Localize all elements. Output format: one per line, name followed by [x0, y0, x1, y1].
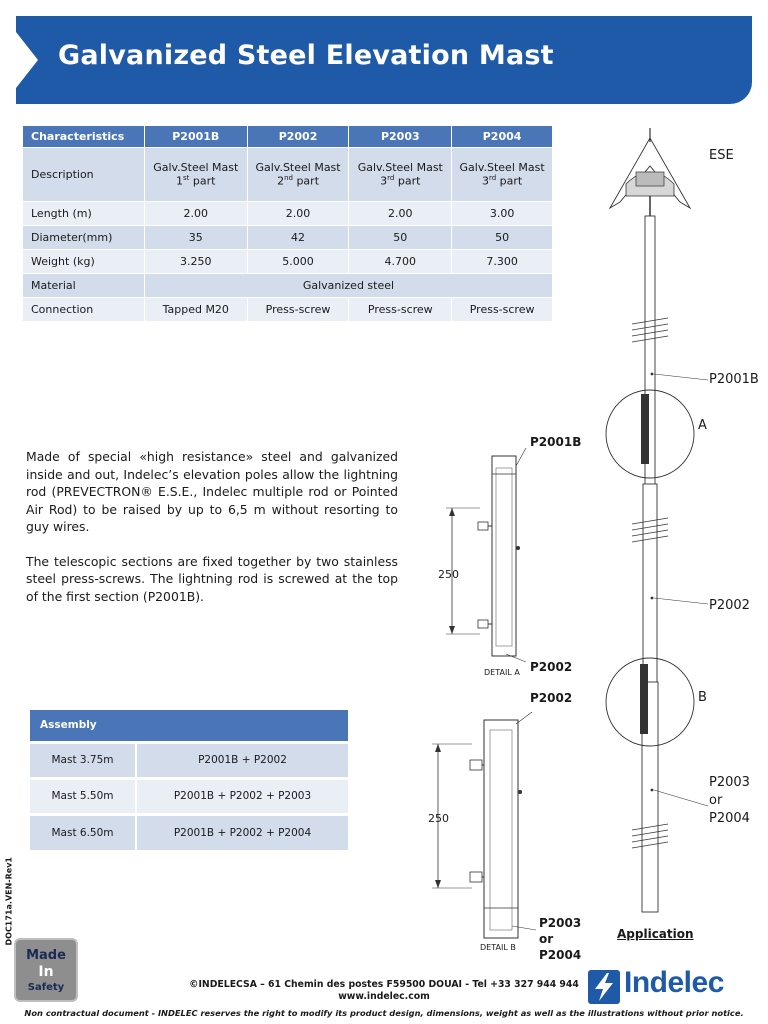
table-row	[23, 226, 553, 250]
detail-a-caption: DETAIL A	[484, 668, 520, 677]
table-header-row	[23, 126, 553, 148]
application-label-or: or	[709, 793, 723, 808]
table-cell: 2.00	[349, 202, 452, 226]
row-label: Length (m)	[23, 202, 145, 226]
table-cell: Mast 5.50m	[30, 778, 136, 814]
table-cell: Press-screw	[247, 298, 349, 322]
characteristics-table	[22, 125, 553, 322]
logo-wordmark: Indelec	[624, 966, 724, 999]
table-cell: 7.300	[452, 250, 553, 274]
table-row	[30, 778, 348, 814]
application-label-p2004: P2004	[709, 811, 750, 826]
table-row	[23, 274, 553, 298]
table-cell: 3.250	[144, 250, 247, 274]
table-header-row	[30, 710, 348, 742]
detail-a-bottom-label: P2002	[530, 660, 573, 674]
column-header: P2003	[349, 126, 452, 148]
paragraph: The telescopic sections are fixed together by two stainless steel press-screws. The lightning rod is screwed at the top of the first section (P2001B).	[26, 553, 398, 604]
row-label: Weight (kg)	[23, 250, 145, 274]
table-cell: 4.700	[349, 250, 452, 274]
footer-disclaimer: Non contractual document - INDELEC reserves the right to modify its product design, dimensions, weight as well as the illustrations without prior notice.	[24, 1008, 744, 1018]
table-cell: Press-screw	[452, 298, 553, 322]
table-row	[23, 202, 553, 226]
table-cell: Mast 6.50m	[30, 814, 136, 850]
application-label-p2002: P2002	[709, 598, 750, 613]
table-row	[30, 814, 348, 850]
description-text	[26, 448, 398, 605]
detail-b-top-label: P2002	[530, 691, 573, 705]
table-cell: 50	[349, 226, 452, 250]
table-cell: Press-screw	[349, 298, 452, 322]
paragraph: Made of special «high resistance» steel and galvanized inside and out, Indelec’s elevation poles allow the lightning rod (PREVECTRON® E.S.E., Indelec multiple rod or Pointed Air Rod) to be raised by up to 6,5 m without resorting to guy wires.	[26, 449, 398, 534]
column-header: P2001B	[144, 126, 247, 148]
footer-address: ©INDELECSA – 61 Chemin des postes F59500 DOUAI - Tel +33 327 944 944	[189, 979, 579, 990]
table-cell: Galv.Steel Mast 3rd part	[349, 148, 452, 202]
table-cell: Galv.Steel Mast 2nd part	[247, 148, 349, 202]
table-cell: Galv.Steel Mast 1st part	[144, 148, 247, 202]
table-cell: 2.00	[247, 202, 349, 226]
application-label-p2001b: P2001B	[709, 372, 759, 387]
table-cell: Galv.Steel Mast 3rd part	[452, 148, 553, 202]
detail-b-bottom-label: P2003	[539, 916, 582, 930]
table-cell: 50	[452, 226, 553, 250]
table-cell: Galvanized steel	[144, 274, 552, 298]
row-label: Description	[23, 148, 145, 202]
row-label: Diameter(mm)	[23, 226, 145, 250]
table-cell: P2001B + P2002 + P2003	[136, 778, 348, 814]
application-label-p2003: P2003	[709, 775, 750, 790]
detail-a-top-label: P2001B	[530, 435, 582, 449]
banner-notch	[16, 32, 38, 88]
column-header: Characteristics	[23, 126, 145, 148]
made-in-safety-badge: Made In Safety	[14, 938, 78, 1002]
table-cell: 2.00	[144, 202, 247, 226]
table-cell: P2001B + P2002 + P2004	[136, 814, 348, 850]
row-label: Material	[23, 274, 145, 298]
table-row	[23, 148, 553, 202]
table-row	[23, 298, 553, 322]
detail-b-caption: DETAIL B	[480, 943, 516, 952]
table-cell: Tapped M20	[144, 298, 247, 322]
lightning-bolt-icon	[588, 970, 620, 1004]
table-row	[30, 742, 348, 778]
table-cell: Mast 3.75m	[30, 742, 136, 778]
application-label-a: A	[698, 418, 707, 433]
column-header: P2002	[247, 126, 349, 148]
table-cell: 5.000	[247, 250, 349, 274]
header-banner	[16, 16, 752, 104]
document-code: DOC171a.VEN-Rev1	[4, 857, 14, 946]
column-header: Assembly	[30, 710, 348, 742]
detail-b-bottom-label: or	[539, 932, 554, 946]
table-cell: 35	[144, 226, 247, 250]
row-label: Connection	[23, 298, 145, 322]
detail-b-dimension: 250	[428, 812, 449, 825]
detail-a-dimension: 250	[438, 568, 459, 581]
page-title: Galvanized Steel Elevation Mast	[58, 40, 554, 71]
table-cell: 3.00	[452, 202, 553, 226]
table-cell: P2001B + P2002	[136, 742, 348, 778]
detail-b-drawing	[428, 712, 538, 952]
indelec-logo	[588, 968, 752, 1008]
detail-b-bottom-label: P2004	[539, 948, 582, 962]
footer-website: www.indelec.com	[338, 991, 430, 1002]
column-header: P2004	[452, 126, 553, 148]
table-cell: 42	[247, 226, 349, 250]
application-label-b: B	[698, 690, 707, 705]
application-label-ese: ESE	[709, 148, 734, 163]
table-row	[23, 250, 553, 274]
assembly-table	[30, 710, 348, 850]
application-mast-drawing	[600, 124, 710, 914]
application-caption: Application	[617, 927, 694, 941]
